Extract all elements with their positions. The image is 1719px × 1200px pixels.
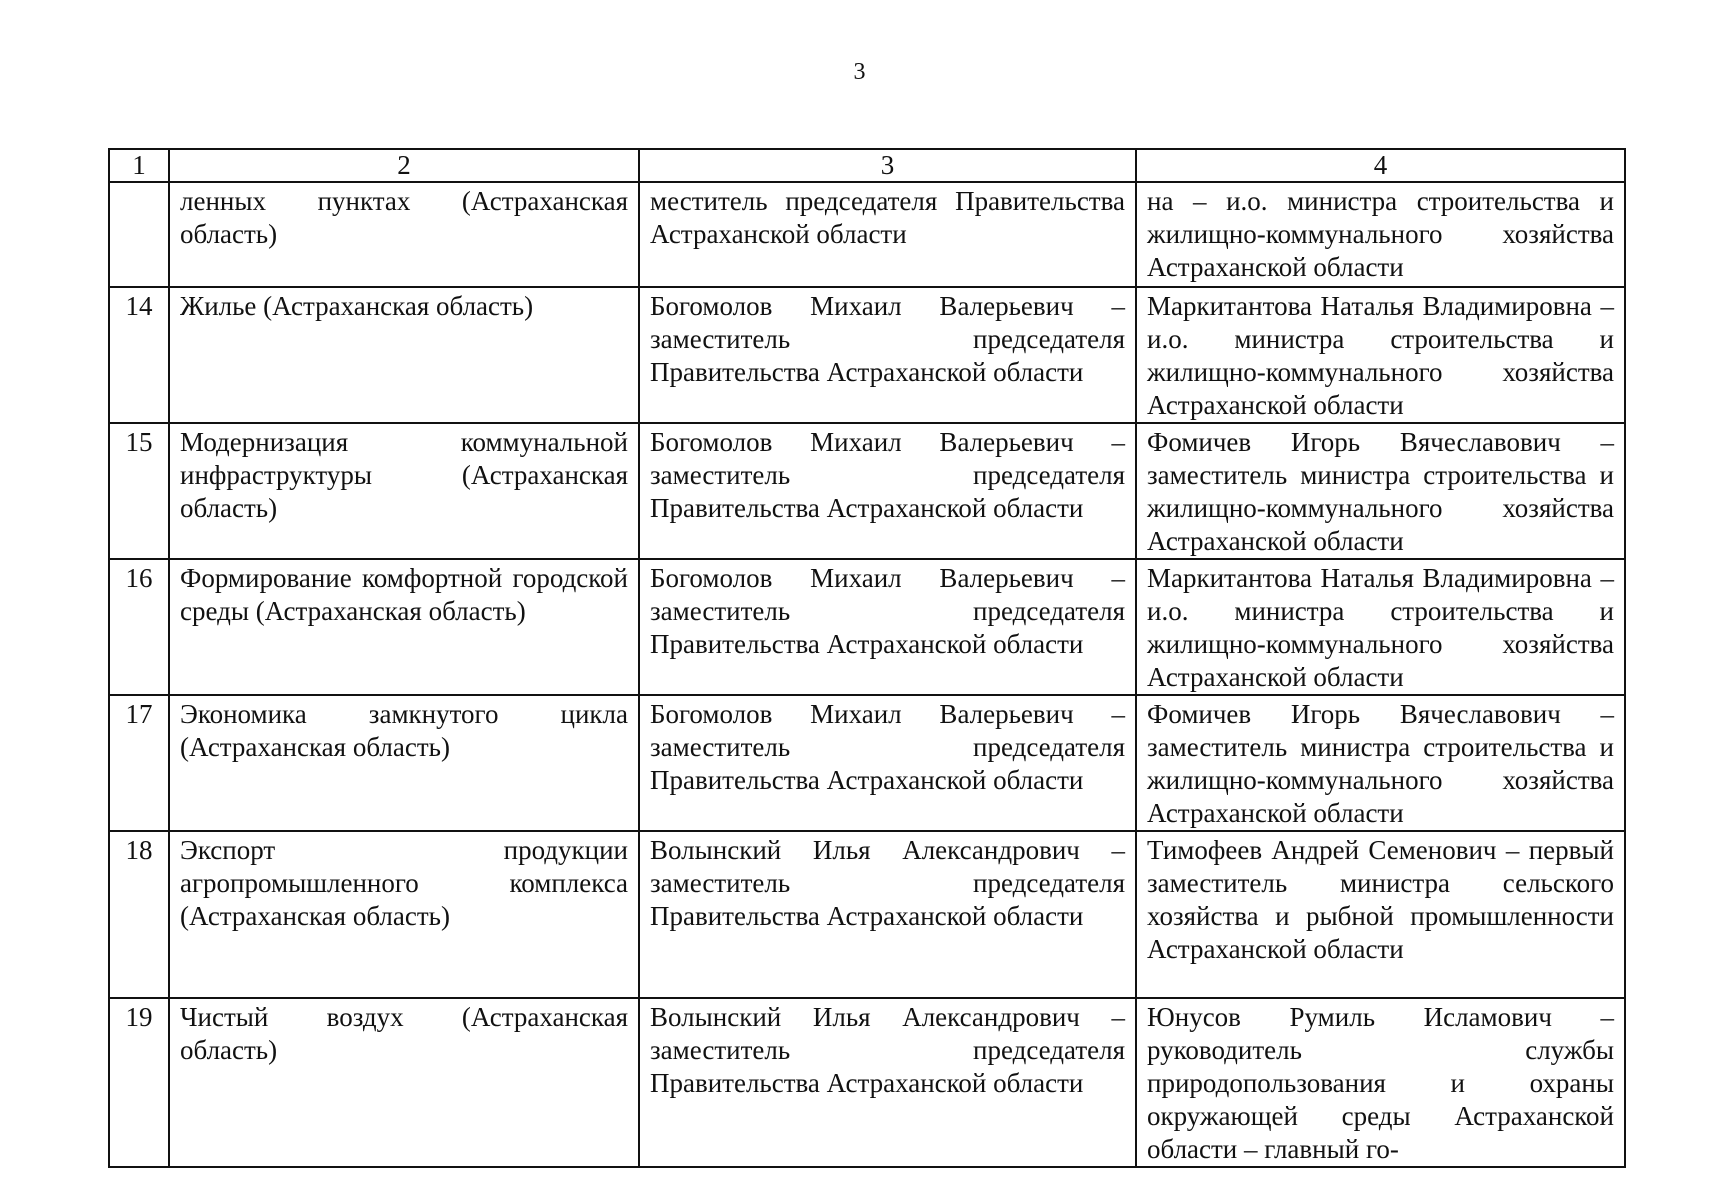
row-number-cell (109, 182, 169, 287)
responsible-cell: Фомичев Игорь Вячеславович – заместитель министра строительства и жилищно-коммунального хозяйства Астраханской области (1136, 695, 1625, 831)
curator-cell: Богомолов Михаил Валерьевич – заместитель председателя Правительства Астраханской области (639, 423, 1136, 559)
page-number: 3 (853, 59, 866, 85)
responsible-cell: Тимофеев Андрей Семенович – первый заместитель министра сельского хозяйства и рыбной промышленности Астраханской области (1136, 831, 1625, 998)
column-header-1: 1 (109, 149, 169, 182)
row-number-cell: 17 (109, 695, 169, 831)
project-name-cell: Модернизация коммунальной инфраструктуры (Астраханская область) (169, 423, 639, 559)
project-name-cell: Формирование комфортной городской среды (Астраханская область) (169, 559, 639, 695)
curator-cell: Волынский Илья Александрович – заместитель председателя Правительства Астраханской области (639, 831, 1136, 998)
table-row (109, 559, 1625, 695)
responsible-cell: Маркитантова Наталья Владимировна – и.о. министра строительства и жилищно-коммунального хозяйства Астраханской области (1136, 287, 1625, 423)
responsible-cell: Фомичев Игорь Вячеславович – заместитель министра строительства и жилищно-коммунального хозяйства Астраханской области (1136, 423, 1625, 559)
curator-cell: Богомолов Михаил Валерьевич – заместитель председателя Правительства Астраханской области (639, 559, 1136, 695)
curator-cell: Богомолов Михаил Валерьевич – заместитель председателя Правительства Астраханской области (639, 287, 1136, 423)
project-name-cell: Жилье (Астраханская область) (169, 287, 639, 423)
row-number-cell: 16 (109, 559, 169, 695)
header-row (109, 149, 1625, 182)
responsible-cell: Маркитантова Наталья Владимировна – и.о. министра строительства и жилищно-коммунального хозяйства Астраханской области (1136, 559, 1625, 695)
column-header-2: 2 (169, 149, 639, 182)
project-name-cell: Экспорт продукции агропромышленного комплекса (Астраханская область) (169, 831, 639, 998)
responsible-cell: на – и.о. министра строительства и жилищно-коммунального хозяйства Астраханской области (1136, 182, 1625, 287)
curator-cell: Богомолов Михаил Валерьевич – заместитель председателя Правительства Астраханской области (639, 695, 1136, 831)
table-row (109, 695, 1625, 831)
row-number-cell: 19 (109, 998, 169, 1167)
project-name-cell: ленных пунктах (Астраханская область) (169, 182, 639, 287)
table-row (109, 998, 1625, 1167)
column-header-3: 3 (639, 149, 1136, 182)
column-header-4: 4 (1136, 149, 1625, 182)
project-name-cell: Чистый воздух (Астраханская область) (169, 998, 639, 1167)
table-row (109, 423, 1625, 559)
project-name-cell: Экономика замкнутого цикла (Астраханская область) (169, 695, 639, 831)
curator-cell: Волынский Илья Александрович – заместитель председателя Правительства Астраханской области (639, 998, 1136, 1167)
row-number-cell: 15 (109, 423, 169, 559)
row-number-cell: 18 (109, 831, 169, 998)
projects-table (108, 148, 1626, 1168)
row-number-cell: 14 (109, 287, 169, 423)
table-row (109, 287, 1625, 423)
table-row (109, 831, 1625, 998)
curator-cell: меститель председателя Правительства Астраханской области (639, 182, 1136, 287)
table-row (109, 182, 1625, 287)
table-header (109, 149, 1625, 182)
table-body (109, 182, 1625, 1167)
responsible-cell: Юнусов Румиль Исламович – руководитель службы природопользования и охраны окружающей среды Астраханской области – главный го- (1136, 998, 1625, 1167)
